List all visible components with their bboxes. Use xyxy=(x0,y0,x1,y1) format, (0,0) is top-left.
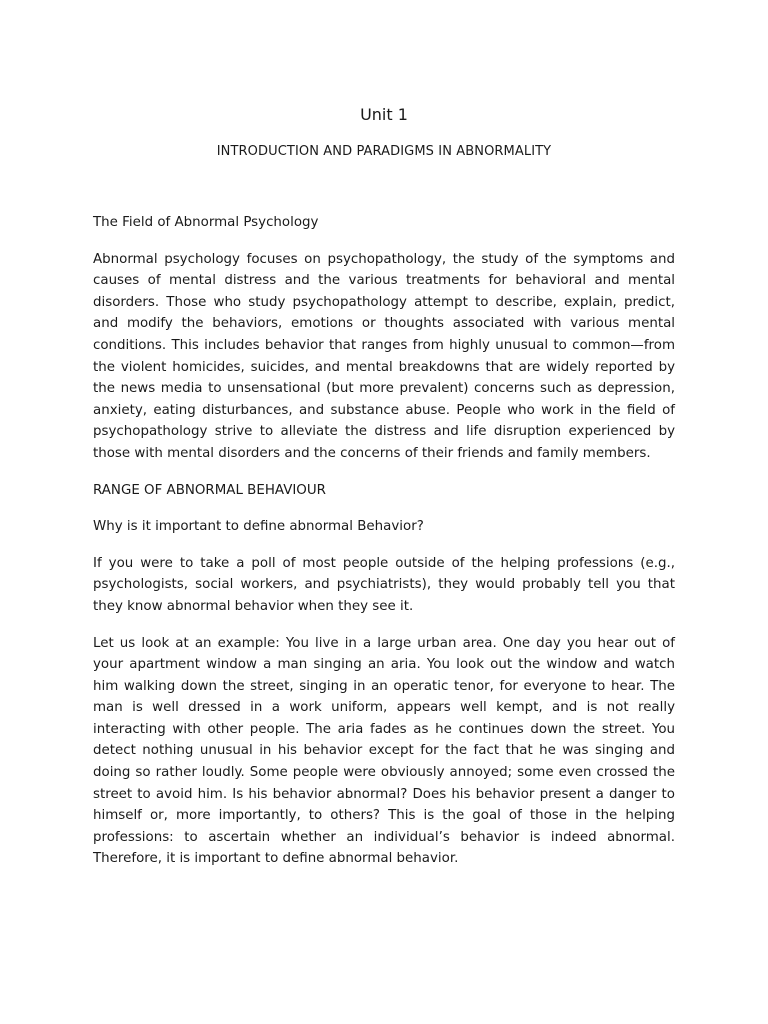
unit-title: Unit 1 xyxy=(360,105,408,124)
question-why-define: Why is it important to define abnormal Behavior? xyxy=(93,519,424,535)
section-heading-range: RANGE OF ABNORMAL BEHAVIOUR xyxy=(93,482,326,498)
chapter-title: INTRODUCTION AND PARADIGMS IN ABNORMALITY xyxy=(216,144,552,159)
section-heading-field: The Field of Abnormal Psychology xyxy=(93,215,319,230)
paragraph-poll: If you were to take a poll of most people outside of the helping professions (e.g., psychologists, social workers, and psychiatrists), they would probably tell you that they know abnormal behavior when they see it. xyxy=(93,555,675,614)
paragraph-example: Let us look at an example: You live in a large urban area. One day you hear out of your apartment window a man singing an aria. You look out the window and watch him walking down the street, singing in an operatic tenor, for everyone to hear. The man is well dressed in a work uniform, appears well kempt, and is not really interacting with other people. The aria fades as he continues down the street. You detect nothing unusual in his behavior except for the fact that he was singing and doing so rather loudly. Some people were obviously annoyed; some even crossed the street to avoid him. Is his behavior abnormal? Does his behavior present a danger to himself or, more importantly, to others? This is the goal of those in the helping professions: to ascertain whether an individual’s behavior is indeed abnormal. Therefore, it is important to define abnormal behavior. xyxy=(93,635,675,867)
paragraph-field-description: Abnormal psychology focuses on psychopathology, the study of the symptoms and causes of mental distress and the various treatments for behavioral and mental disorders. Those who study psychopathology attempt to describe, explain, predict, and modify the behaviors, emotions or thoughts associated with various mental conditions. This includes behavior that ranges from highly unusual to common—from the violent homicides, suicides, and mental breakdowns that are widely reported by the news media to unsensational (but more prevalent) concerns such as depression, anxiety, eating disturbances, and substance abuse. People who work in the field of psychopathology strive to alleviate the distress and life disruption experienced by those with mental disorders and the concerns of their friends and family members. xyxy=(93,251,675,461)
document-body xyxy=(93,212,675,885)
